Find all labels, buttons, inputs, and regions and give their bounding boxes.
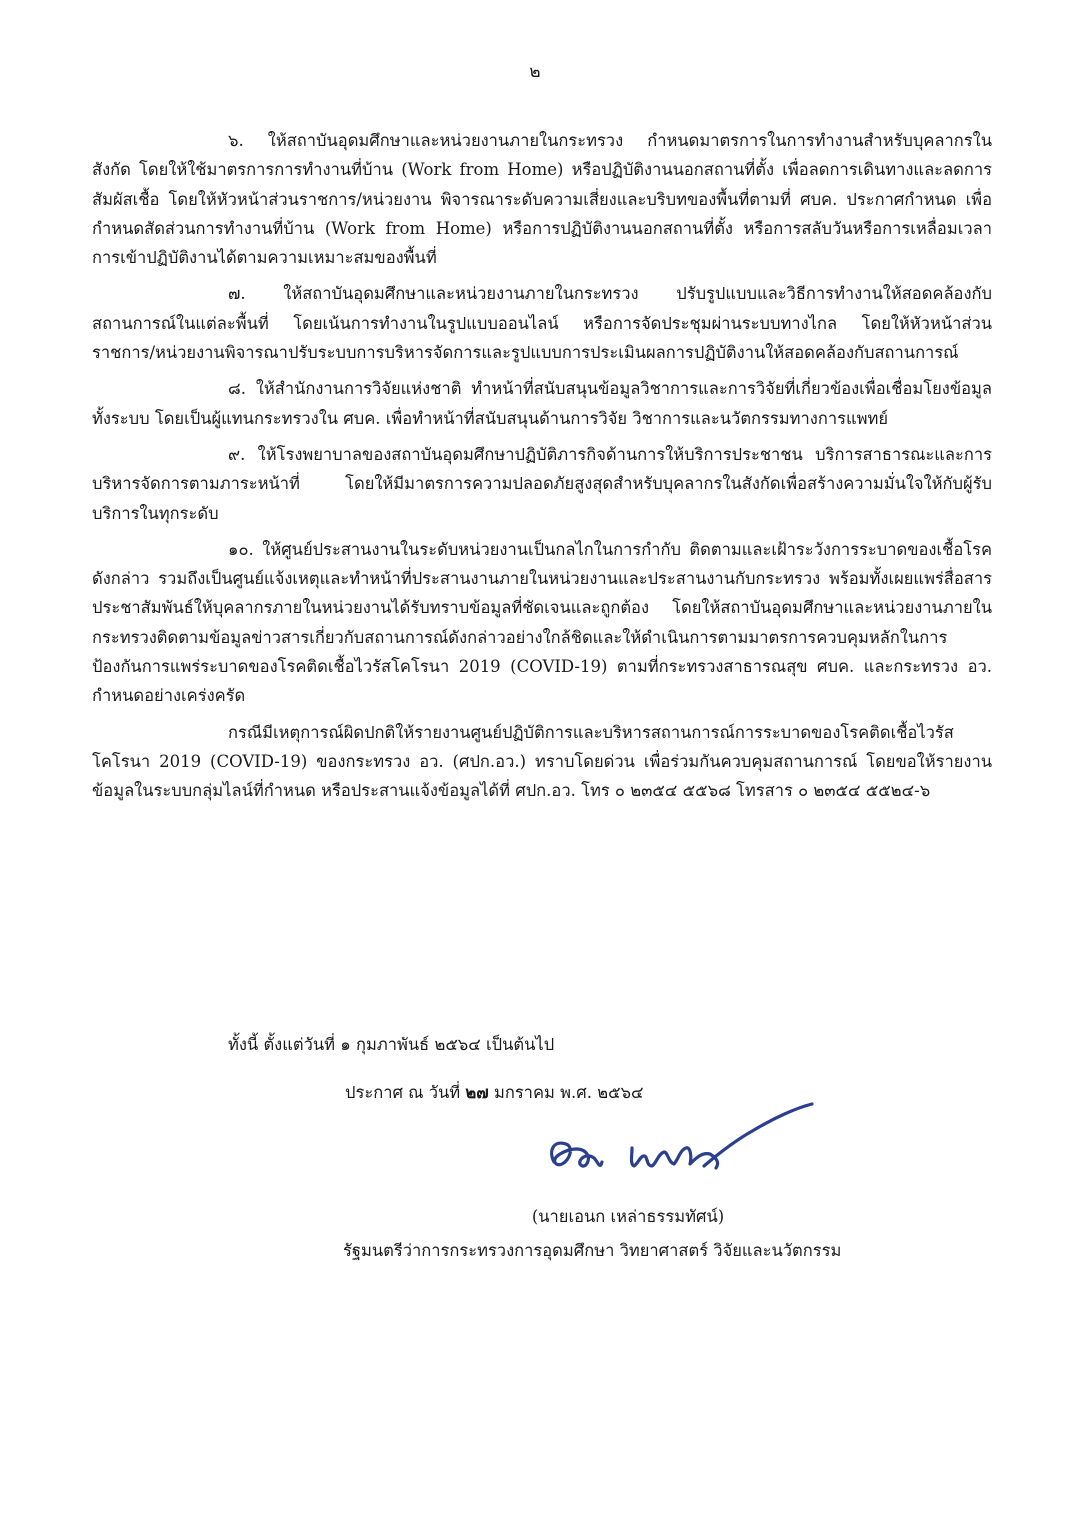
signer-title: รัฐมนตรีว่าการกระทรวงการอุดมศึกษา วิทยาศาสตร์ วิจัยและนวัตกรรม (343, 1241, 842, 1260)
paragraph-incident-reporting: กรณีมีเหตุการณ์ผิดปกติให้รายงานศูนย์ปฏิบัติการและบริหารสถานการณ์การระบาดของโรคติดเชื้อไวรัสโคโรนา 2019 (COVID-19) ของกระทรวง อว. (ศปก.อว.) ทราบโดยด่วน เพื่อร่วมกันควบคุมสถานการณ์ โดยขอให้รายงานข้อมูลในระบบกลุ่มไลน์ที่กำหนด หรือประสานแจ้งข้อมูลได้ที่ ศปก.อว. โทร ๐ ๒๓๕๔ ๕๕๖๘ โทรสาร ๐ ๒๓๕๔ ๕๕๒๔-๖ (92, 722, 992, 801)
paragraph-item-10: ๑๐. ให้ศูนย์ประสานงานในระดับหน่วยงานเป็นกลไกในการกำกับ ติดตามและเฝ้าระวังการระบาดของเชื้อโรคดังกล่าว รวมถึงเป็นศูนย์แจ้งเหตุและทำหน้าที่ประสานงานภายในหน่วยงานและประสานงานกับกระทรวง พร้อมทั้งเผยแพร่สื่อสารประชาสัมพันธ์ให้บุคลากรภายในหน่วยงานได้รับทราบข้อมูลที่ชัดเจนและถูกต้อง โดยให้สถาบันอุดมศึกษาและหน่วยงานภายในกระทรวงติดตามข้อมูลข่าวสารเกี่ยวกับสถานการณ์ดังกล่าวอย่างใกล้ชิดและให้ดำเนินการตามมาตรการควบคุมหลักในการป้องกันการแพร่ระบาดของโรคติดเชื้อไวรัสโคโรนา 2019 (COVID-19) ตามที่กระทรวงสาธารณสุข ศบค. และกระทรวง อว. กำหนดอย่างเคร่งครัด (92, 539, 992, 706)
paragraph-item-7: ๗. ให้สถาบันอุดมศึกษาและหน่วยงานภายในกระทรวง ปรับรูปแบบและวิธีการทำงานให้สอดคล้องกับสถานการณ์ในแต่ละพื้นที่ โดยเน้นการทำงานในรูปแบบออนไลน์ หรือการจัดประชุมผ่านระบบทางไกล โดยให้หัวหน้าส่วนราชการ/หน่วยงานพิจารณาปรับระบบการบริหารจัดการและรูปแบบการประเมินผลการปฏิบัติงานให้สอดคล้องกับสถานการณ์ (92, 284, 992, 363)
paragraph-item-9: ๙. ให้โรงพยาบาลของสถาบันอุดมศึกษาปฏิบัติภารกิจด้านการให้บริการประชาชน บริการสาธารณะและการบริหารจัดการตามภาระหน้าที่ โดยให้มีมาตรการความปลอดภัยสูงสุดสำหรับบุคลากรในสังกัดเพื่อสร้างความมั่นใจให้กับผู้รับบริการในทุกระดับ (92, 444, 992, 523)
page-number: ๒ (529, 62, 541, 82)
paragraph-item-8: ๘. ให้สำนักงานการวิจัยแห่งชาติ ทำหน้าที่สนับสนุนข้อมูลวิชาการและการวิจัยที่เกี่ยวข้องเพื่อเชื่อมโยงข้อมูลทั้งระบบ โดยเป็นผู้แทนกระทรวงใน ศบค. เพื่อทำหน้าที่สนับสนุนด้านการวิจัย วิชาการและนวัตกรรมทางการแพทย์ (92, 379, 992, 428)
signer-name: (นายเอนก เหล่าธรรมทัศน์) (531, 1207, 725, 1226)
announcement-day: ๒๗ (465, 1083, 489, 1102)
document-body (92, 126, 992, 813)
paragraph-item-6: ๖. ให้สถาบันอุดมศึกษาและหน่วยงานภายในกระทรวง กำหนดมาตรการในการทำงานสำหรับบุคลากรในสังกัด โดยให้ใช้มาตรการการทำงานที่บ้าน (Work from Home) หรือปฏิบัติงานนอกสถานที่ตั้ง เพื่อลดการเดินทางและลดการสัมผัสเชื้อ โดยให้หัวหน้าส่วนราชการ/หน่วยงาน พิจารณาระดับความเสี่ยงและบริบทของพื้นที่ตามที่ ศบค. ประกาศกำหนด เพื่อกำหนดสัดส่วนการทำงานที่บ้าน (Work from Home) หรือการปฏิบัติงานนอกสถานที่ตั้ง หรือการสลับวันหรือการเหลื่อมเวลาการเข้าปฏิบัติงานได้ตามความเหมาะสมของพื้นที่ (92, 131, 992, 268)
signature-image (540, 1100, 830, 1190)
announcement-suffix: มกราคม พ.ศ. ๒๕๖๔ (493, 1083, 644, 1102)
announcement-prefix: ประกาศ ณ วันที่ (345, 1083, 461, 1102)
effective-date: ทั้งนี้ ตั้งแต่วันที่ ๑ กุมภาพันธ์ ๒๕๖๔ เป็นต้นไป (228, 1035, 555, 1054)
